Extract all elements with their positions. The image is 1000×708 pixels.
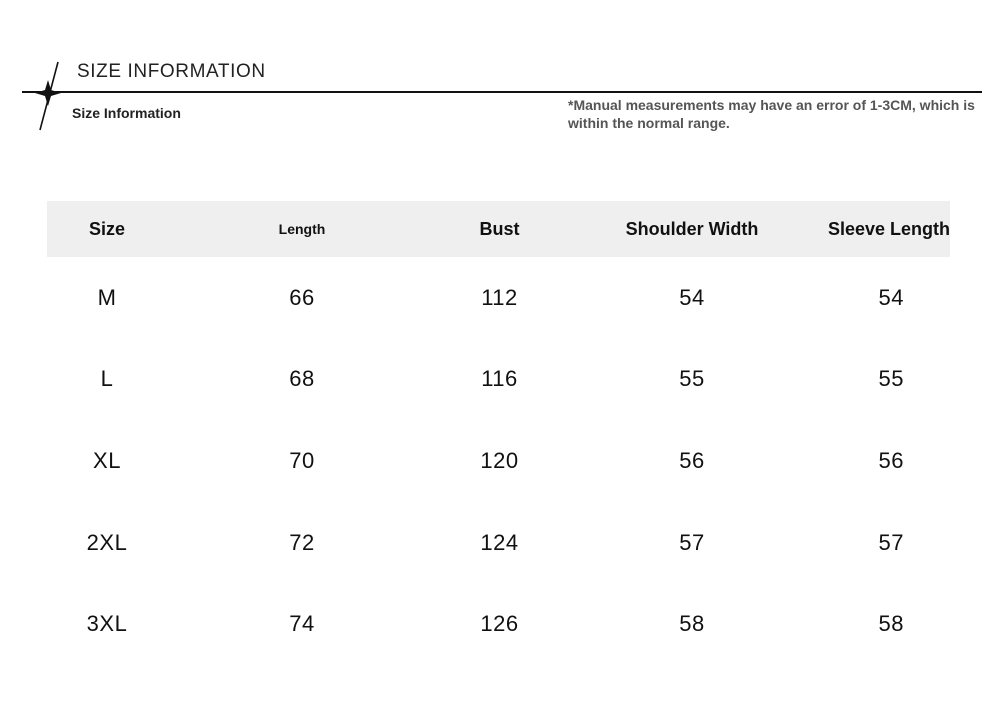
cell-shoulder-width: 55 <box>679 366 705 392</box>
cell-size: 3XL <box>86 611 128 637</box>
cell-length: 66 <box>289 284 315 310</box>
cell-size: L <box>100 366 114 392</box>
size-chart-table <box>47 201 950 665</box>
cell-sleeve-length: 54 <box>878 284 904 310</box>
table-header-row <box>47 201 950 257</box>
measurement-note: *Manual measurements may have an error of 1-3CM, which is within the normal range. <box>568 97 975 131</box>
cell-bust: 124 <box>480 529 519 555</box>
cell-size: XL <box>93 447 121 473</box>
cell-length: 68 <box>289 366 315 392</box>
table-row <box>47 583 950 665</box>
table-row <box>47 502 950 584</box>
table-row <box>47 420 950 502</box>
cell-bust: 116 <box>481 366 518 392</box>
cell-size: M <box>97 284 117 310</box>
cell-size: 2XL <box>86 529 128 555</box>
table-row <box>47 257 950 339</box>
cell-sleeve-length: 57 <box>878 529 904 555</box>
cell-shoulder-width: 54 <box>679 284 705 310</box>
cell-shoulder-width: 58 <box>679 611 705 637</box>
cell-length: 74 <box>289 611 315 637</box>
size-info-header <box>0 0 1000 140</box>
cell-length: 70 <box>289 447 315 473</box>
header-shoulder-width: Shoulder Width <box>625 218 759 239</box>
cell-bust: 126 <box>480 611 519 637</box>
header-divider <box>22 91 982 93</box>
cell-shoulder-width: 56 <box>679 447 705 473</box>
table-row <box>47 339 950 421</box>
header-size: Size <box>88 218 126 239</box>
cell-length: 72 <box>289 529 315 555</box>
cell-sleeve-length: 56 <box>878 447 904 473</box>
header-length: Length <box>278 221 326 237</box>
cell-sleeve-length: 55 <box>878 366 904 392</box>
page-title: SIZE INFORMATION <box>77 61 266 82</box>
cell-bust: 112 <box>481 284 518 310</box>
header-bust: Bust <box>479 218 520 239</box>
sparkle-star-icon <box>28 60 68 132</box>
cell-bust: 120 <box>480 447 519 473</box>
cell-sleeve-length: 58 <box>878 611 904 637</box>
cell-shoulder-width: 57 <box>679 529 705 555</box>
page-subtitle: Size Information <box>72 105 181 121</box>
header-sleeve-length: Sleeve Length <box>827 218 950 239</box>
